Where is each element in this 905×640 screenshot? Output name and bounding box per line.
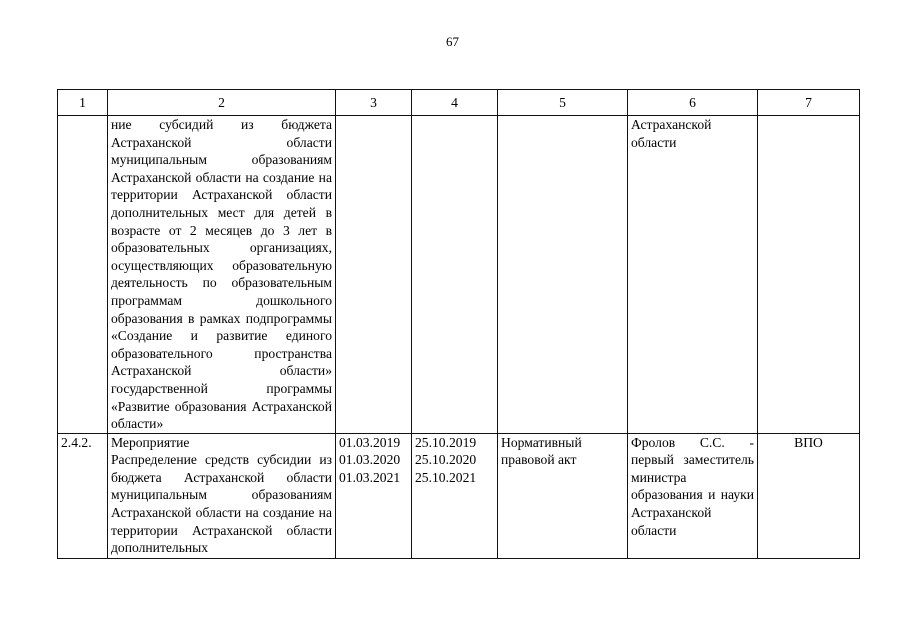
start-date: 01.03.2020: [339, 452, 401, 468]
cell-start-date: [336, 433, 412, 558]
cell-number: [58, 116, 108, 434]
table-row-continuation: [58, 116, 860, 434]
page-number: 67: [446, 34, 459, 49]
cell-start-date: [336, 116, 412, 434]
end-date: 25.10.2020: [415, 452, 477, 468]
column-header: 4: [412, 90, 498, 116]
event-description: Распределение средств субсидии из бюджета Астраханской области муниципальным образованиям Астраханской области на создание на территории Астраханской области дополнительных: [111, 452, 332, 556]
cell-responsible: Фролов С.С. - первый заместитель министра образования и науки Астраханской области: [628, 433, 758, 558]
cell-responsible: Астраханской области: [628, 116, 758, 434]
document-table: [57, 89, 860, 559]
column-header: 6: [628, 90, 758, 116]
cell-description: ние субсидий из бюджета Астраханской области муниципальным образованиям Астраханской области на создание на территории Астраханской области дополнительных мест для детей в возрасте от 2 месяцев до 3 лет в образовательных организациях, осуществляющих образовательную деятельность по образовательным программам дошкольного образования в рамках подпрограммы «Создание и развитие единого образовательного пространства Астраханской области» государственной программы «Развитие образования Астраханской области»: [108, 116, 336, 434]
start-date: 01.03.2021: [339, 469, 401, 485]
event-title: Мероприятие: [111, 434, 190, 450]
column-header: 1: [58, 90, 108, 116]
column-header: 2: [108, 90, 336, 116]
table-header-row: [58, 90, 860, 116]
cell-note: [758, 116, 860, 434]
cell-description: [108, 433, 336, 558]
table-row-2-4-2: [58, 433, 860, 558]
cell-end-date: [412, 433, 498, 558]
cell-end-date: [412, 116, 498, 434]
cell-basis: [498, 116, 628, 434]
cell-basis: Нормативный правовой акт: [498, 433, 628, 558]
start-date: 01.03.2019: [339, 434, 401, 450]
cell-note: ВПО: [758, 433, 860, 558]
end-date: 25.10.2019: [415, 434, 477, 450]
column-header: 7: [758, 90, 860, 116]
column-header: 3: [336, 90, 412, 116]
end-date: 25.10.2021: [415, 469, 477, 485]
column-header: 5: [498, 90, 628, 116]
cell-number: 2.4.2.: [58, 433, 108, 558]
